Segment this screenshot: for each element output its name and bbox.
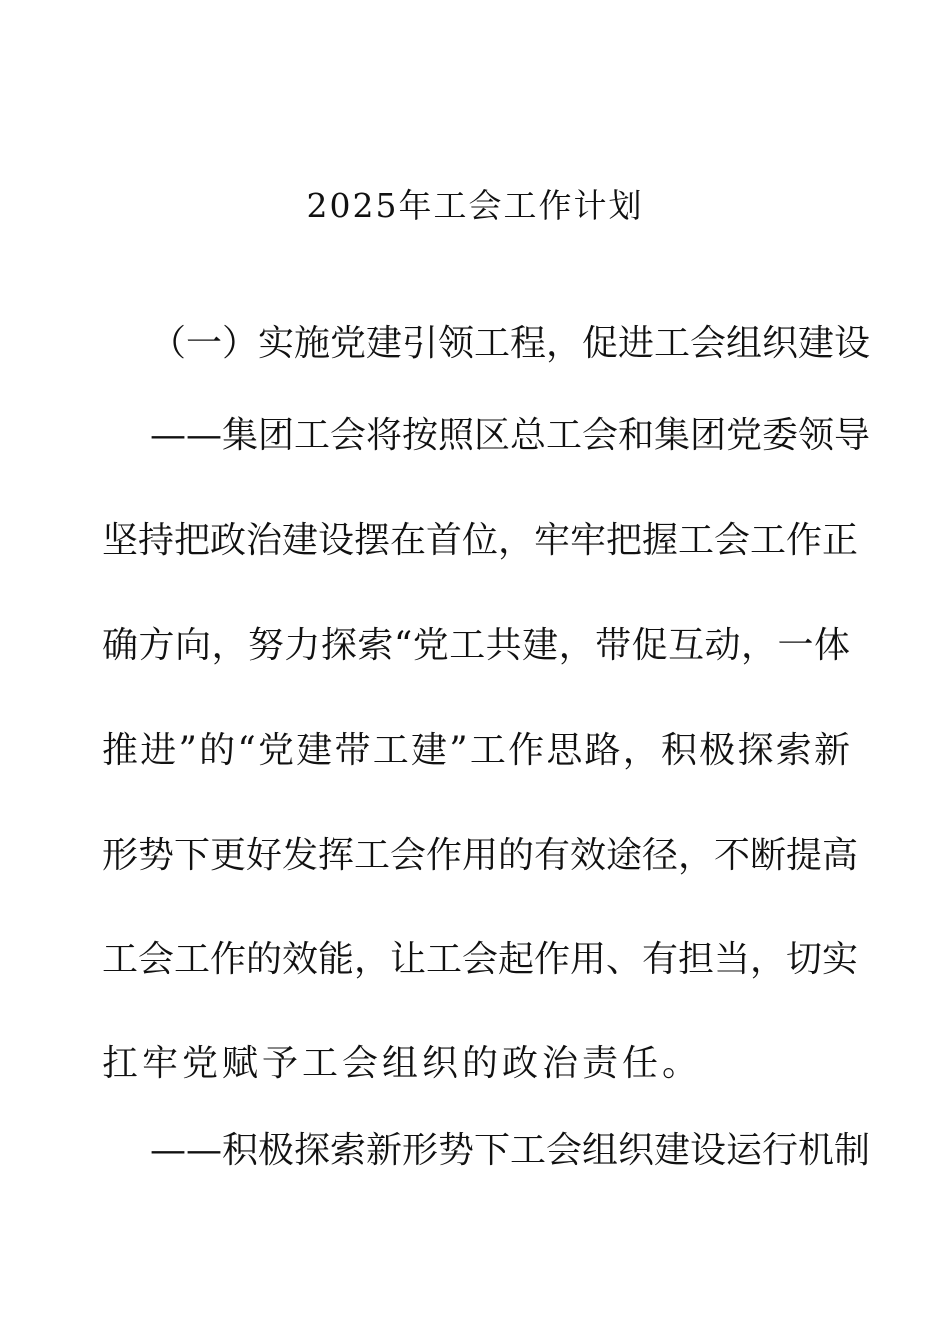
paragraph-line: ——积极探索新形势下工会组织建设运行机制	[150, 1130, 871, 1171]
paragraph-line: ——集团工会将按照区总工会和集团党委领导	[150, 415, 871, 456]
paragraph-line: 工会工作的效能，让工会起作用、有担当，切实	[102, 939, 859, 980]
paragraph-line: 确方向，努力探索“党工共建，带促互动，一体	[102, 625, 850, 666]
paragraph-line: 推进”的“党建带工建”工作思路，积极探索新	[102, 730, 850, 771]
paragraph-line: 扛牢党赋予工会组织的政治责任。	[102, 1043, 703, 1084]
section-heading: （一）实施党建引领工程，促进工会组织建设	[150, 323, 871, 364]
paragraph-line: 坚持把政治建设摆在首位，牢牢把握工会工作正	[102, 520, 859, 561]
paragraph-line: 形势下更好发挥工会作用的有效途径，不断提高	[102, 835, 859, 876]
document-title: 2025年工会工作计划	[306, 186, 644, 225]
